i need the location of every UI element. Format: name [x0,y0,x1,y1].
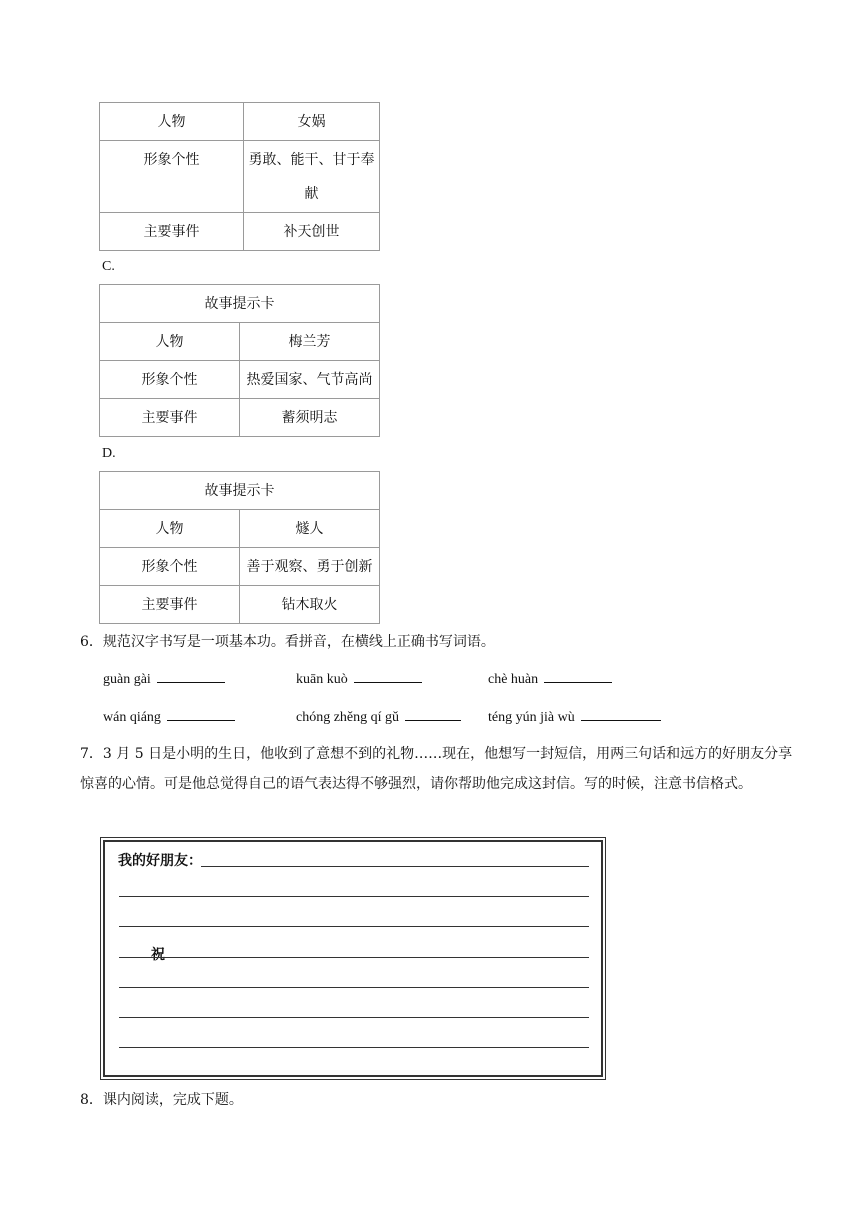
answer-blank[interactable] [354,668,422,683]
pinyin-text: téng yún jià wù [488,710,575,725]
writing-line[interactable] [119,926,589,927]
question-6-text: 6．规范汉字书写是一项基本功。看拼音，在横线上正确书写词语。 [80,634,495,650]
pinyin-text: chè huàn [488,672,539,687]
card-d-value: 燧人 [240,510,380,548]
writing-line[interactable] [119,896,589,897]
card-c-value: 梅兰芳 [240,323,380,361]
pinyin-item [296,706,461,726]
card-c-header: 故事提示卡 [100,285,380,323]
card-b-key: 主要事件 [100,213,244,251]
pinyin-text: chóng zhěng qí gǔ [296,710,400,725]
writing-line[interactable] [119,1017,589,1018]
card-c-key: 形象个性 [100,361,240,399]
card-b-value: 勇敢、能干、甘于奉献 [244,141,380,213]
answer-blank[interactable] [405,706,461,721]
answer-blank[interactable] [581,706,661,721]
pinyin-item [488,668,612,688]
story-card-c [99,284,380,437]
writing-line[interactable] [119,957,589,958]
card-c-value: 蓄须明志 [240,399,380,437]
question-7-text: 7．3 月 5 日是小明的生日，他收到了意想不到的礼物……现在，他想写一封短信，用两三句话和远方的好朋友分享惊喜的心情。可是他总觉得自己的语气表达得不够强烈，请你帮助他完成这封信。写的时候，注意书信格式。 [80,746,793,792]
pinyin-item [103,668,225,688]
question-8-text: 8．课内阅读，完成下题。 [80,1092,243,1108]
card-d-value: 钻木取火 [240,586,380,624]
card-d-key: 形象个性 [100,548,240,586]
card-b-value: 补天创世 [244,213,380,251]
answer-blank[interactable] [544,668,612,683]
option-c-label: C. [102,259,115,274]
pinyin-item [296,668,422,688]
pinyin-text: guàn gài [103,672,151,687]
writing-line[interactable] [119,987,589,988]
pinyin-item [103,706,235,726]
answer-blank[interactable] [157,668,225,683]
card-b-key: 人物 [100,103,244,141]
card-c-key: 主要事件 [100,399,240,437]
answer-blank[interactable] [167,706,235,721]
card-d-value: 善于观察、勇于创新 [240,548,380,586]
story-card-d [99,471,380,624]
card-c-value: 热爱国家、气节高尚 [240,361,380,399]
pinyin-item [488,706,661,726]
writing-line[interactable] [201,866,589,867]
pinyin-text: wán qiáng [103,710,161,725]
card-d-header: 故事提示卡 [100,472,380,510]
story-card-b [99,102,380,251]
option-d-label: D. [102,446,116,461]
writing-line[interactable] [119,1047,589,1048]
pinyin-text: kuān kuò [296,672,348,687]
card-c-key: 人物 [100,323,240,361]
card-d-key: 主要事件 [100,586,240,624]
letter-salutation: 我的好朋友： [118,853,202,869]
letter-writing-box [103,840,603,1077]
card-b-value: 女娲 [244,103,380,141]
card-b-key: 形象个性 [100,141,244,213]
letter-closing: 祝 [151,947,165,963]
card-d-key: 人物 [100,510,240,548]
